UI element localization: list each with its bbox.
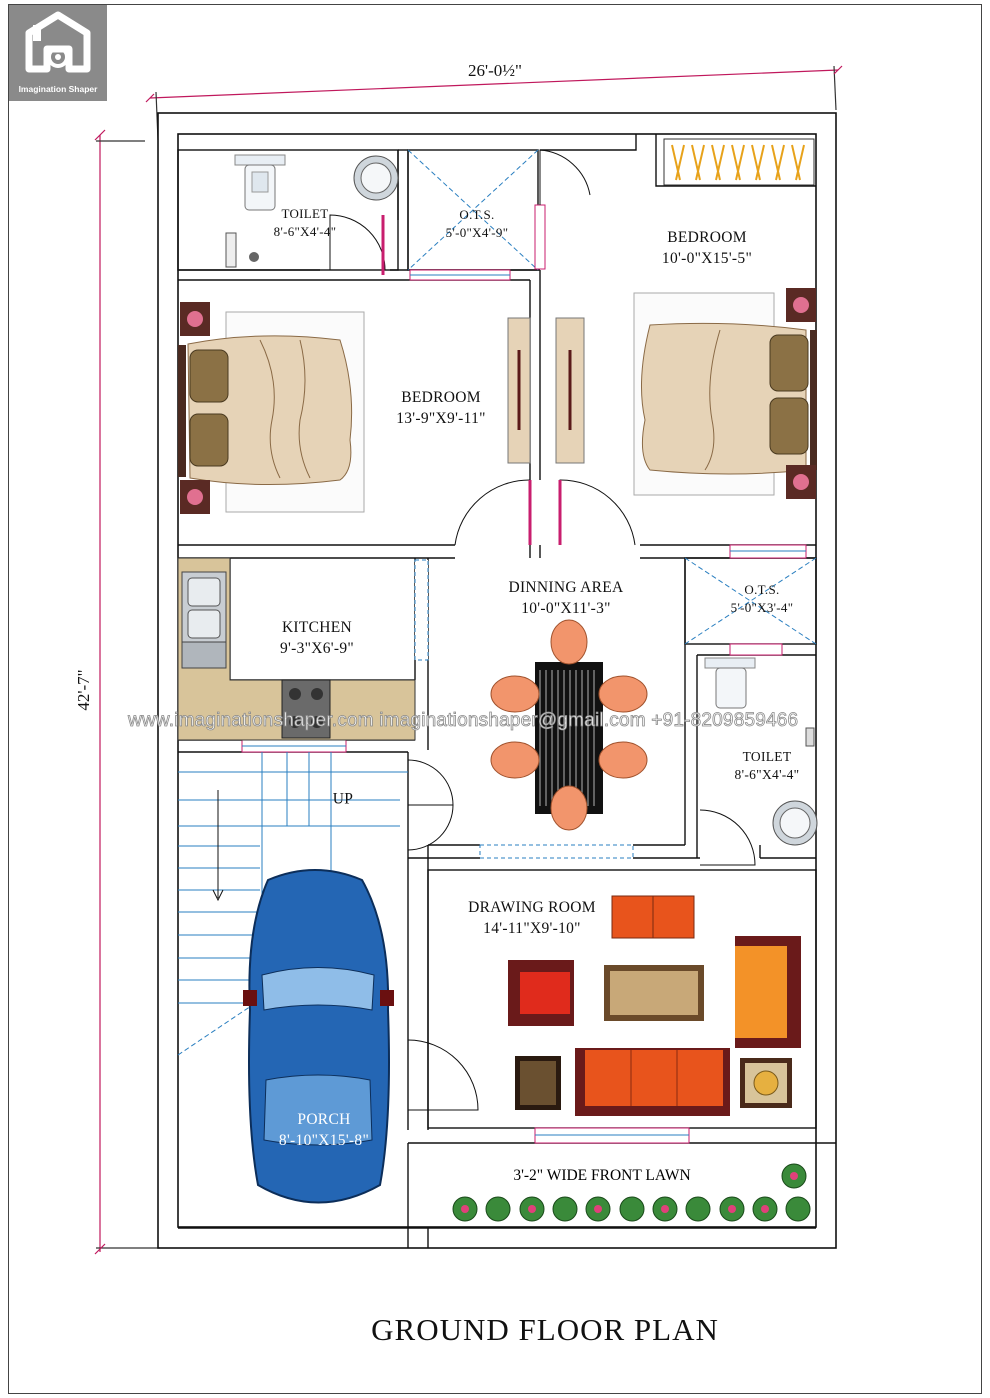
room-size: 13'-9"X9'-11" (396, 410, 486, 427)
room-name: PORCH (297, 1111, 351, 1128)
bed-left (178, 302, 364, 514)
room-name: TOILET (281, 206, 329, 221)
plan-title: GROUND FLOOR PLAN (371, 1312, 719, 1347)
depth-dimension-line (95, 130, 160, 1254)
room-name: DINNING AREA (508, 579, 624, 596)
room-label-ots-top (446, 206, 509, 242)
room-size: 10'-0"X15'-5" (661, 250, 753, 267)
front-lawn-label: 3'-2" WIDE FRONT LAWN (513, 1167, 691, 1184)
car (243, 870, 394, 1203)
room-size: 9'-3"X6'-9" (279, 640, 355, 657)
room-size: 14'-11"X9'-10" (483, 920, 581, 937)
room-size: 10'-0"X11'-3" (521, 600, 611, 617)
wardrobe (664, 139, 814, 185)
room-label-porch (279, 1109, 369, 1151)
center-wardrobes (508, 318, 584, 463)
room-size: 5'-0"X3'-4" (730, 600, 794, 615)
room-size: 8'-6"X4'-4" (734, 767, 800, 782)
room-size: 5'-0"X4'-9" (445, 225, 509, 240)
room-label-ots-right (731, 581, 794, 617)
room-name: DRAWING ROOM (468, 899, 596, 916)
room-name: UP (332, 790, 354, 808)
room-label-bedroom-right (662, 227, 752, 269)
stair-up-label (333, 789, 353, 810)
bed-right (634, 288, 817, 499)
room-label-kitchen (280, 617, 354, 659)
room-size: 8'-10"X15'-8" (278, 1132, 370, 1149)
room-name: O.T.S. (459, 207, 495, 222)
room-label-dining (508, 577, 623, 619)
room-name: O.T.S. (744, 582, 780, 597)
room-name: KITCHEN (281, 619, 353, 636)
room-name: TOILET (742, 749, 792, 764)
room-name: BEDROOM (667, 229, 747, 246)
room-size: 8'-6"X4'-4" (273, 224, 337, 239)
depth-dimension: 42'-7" (74, 669, 93, 711)
room-name: BEDROOM (401, 389, 481, 406)
room-label-bedroom-left (396, 387, 486, 429)
logo-text: Imagination Shaper (18, 84, 98, 94)
room-label-toilet-top (274, 205, 337, 241)
room-label-drawing (468, 897, 596, 939)
width-dimension: 26'-0½" (468, 61, 522, 80)
watermark-text: www.imaginationshaper.com imaginationshaper@gmail.com +91-8209859466 (128, 710, 799, 731)
room-label-toilet-right (735, 748, 800, 784)
